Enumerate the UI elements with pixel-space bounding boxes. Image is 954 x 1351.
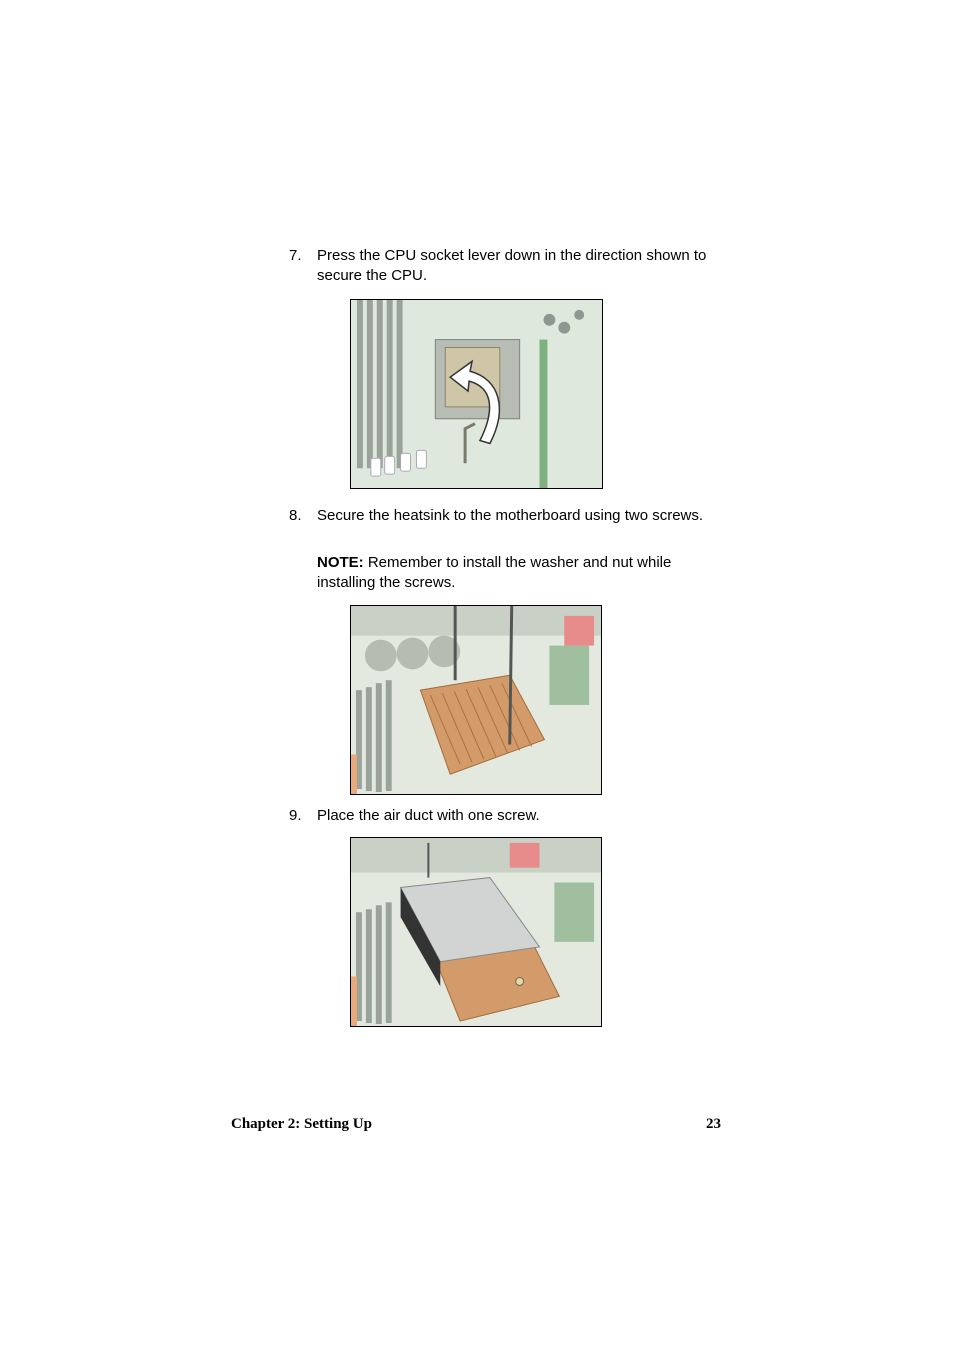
step-text: Place the air duct with one screw. xyxy=(317,807,540,824)
note xyxy=(317,553,727,593)
chapter-title: Chapter 2: Setting Up xyxy=(231,1116,372,1132)
step-number: 9. xyxy=(289,807,302,824)
air-duct-photo xyxy=(350,837,602,1027)
step-number: 7. xyxy=(289,247,302,264)
note-text: Remember to install the washer and nut while installing the screws. xyxy=(317,554,672,591)
step-number: 8. xyxy=(289,507,302,524)
step-7 xyxy=(289,246,729,286)
step-8 xyxy=(289,506,729,526)
note-label: NOTE: xyxy=(317,554,364,571)
step-text: Press the CPU socket lever down in the direction shown to secure the CPU. xyxy=(317,247,707,284)
heatsink-screws-photo xyxy=(350,605,602,795)
step-text: Secure the heatsink to the motherboard using two screws. xyxy=(317,507,704,524)
cpu-socket-lever-photo xyxy=(350,299,603,489)
page-number: 23 xyxy=(706,1116,721,1132)
step-9 xyxy=(289,806,729,826)
